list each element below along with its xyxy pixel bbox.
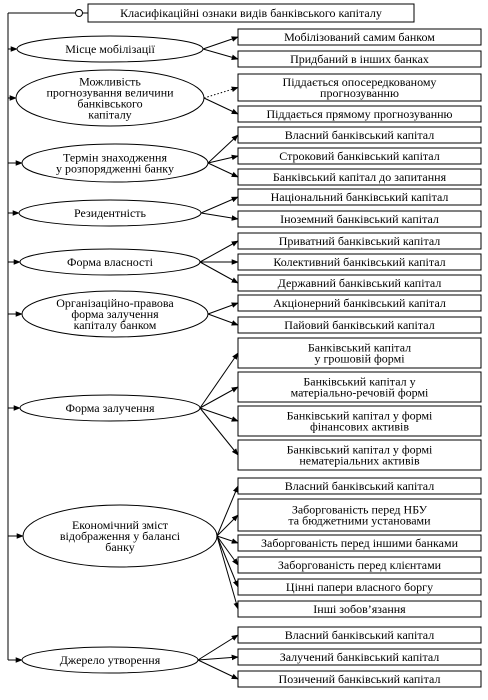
connector-item-4-2 — [201, 213, 238, 219]
item-label-9-1 — [285, 628, 434, 642]
connector-item-9-3 — [198, 660, 238, 679]
connector-item-8-2 — [217, 515, 238, 536]
criterion-label-3-line: Термін знаходження — [63, 150, 167, 165]
item-label-7-2-line: Банківський капітал у — [303, 374, 416, 389]
criterion-label-6-line: Організаційно-правова — [56, 296, 174, 310]
item-label-3-3-line: Банківський капітал до запитання — [272, 170, 447, 184]
connector-item-1-2 — [203, 49, 238, 59]
item-label-9-3 — [279, 672, 441, 686]
item-label-8-3 — [261, 536, 459, 550]
criterion-label-2-line: прогнозування величини — [46, 85, 174, 100]
connector-item-6-1 — [208, 303, 238, 314]
criterion-label-6-line: форма залучення — [71, 307, 159, 321]
item-label-1-2-line: Придбаний в інших банках — [290, 52, 429, 66]
item-label-8-6 — [313, 602, 406, 616]
item-label-9-3-line: Позичений банківський капітал — [278, 672, 441, 686]
item-label-8-2-line: Заборгованість перед НБУ — [291, 502, 428, 517]
item-label-5-3 — [278, 276, 442, 290]
item-label-2-2-line: Піддається прямому прогнозуванню — [266, 107, 453, 121]
item-label-7-4-line: нематеріальних активів — [299, 453, 420, 468]
connector-item-7-2 — [200, 387, 238, 408]
criterion-label-1 — [65, 42, 155, 56]
diagram-title: Класифікаційні ознаки видів банківського капіталу — [120, 6, 382, 20]
connector-item-9-1 — [198, 635, 238, 660]
connector-item-5-3 — [200, 262, 238, 283]
criterion-label-4 — [74, 206, 147, 220]
item-label-3-1-line: Власний банківський капітал — [284, 128, 435, 142]
criterion-label-2-line: капіталу — [88, 107, 132, 122]
item-label-1-1 — [284, 30, 435, 44]
item-label-6-1 — [273, 296, 446, 310]
connector-item-2-2 — [204, 98, 238, 114]
item-label-6-1-line: Акціонерний банківський капітал — [273, 296, 446, 310]
item-label-6-2-line: Пайовий банківський капітал — [284, 318, 435, 332]
criterion-label-6-line: капіталу банком — [73, 318, 157, 332]
criterion-label-4-line: Резидентність — [73, 206, 147, 220]
criterion-label-8-line: банку — [105, 540, 135, 554]
item-label-9-2 — [280, 650, 440, 664]
item-label-7-2-line: матеріально-речовій формі — [290, 385, 429, 400]
item-label-2-1-line: прогнозуванню — [320, 86, 399, 100]
item-label-4-2-line: Іноземний банківський капітал — [280, 212, 439, 226]
connector-item-6-2 — [208, 314, 238, 325]
criterion-label-9-line: Джерело утворення — [59, 653, 161, 667]
criterion-label-8-line: відображення у балансі — [59, 529, 181, 543]
connector-item-3-1 — [208, 135, 238, 163]
item-label-5-1-line: Приватний банківський капітал — [278, 234, 441, 248]
item-label-8-3-line: Заборгованість перед іншими банками — [261, 536, 458, 550]
criterion-label-3-line: у розпорядженні банку — [56, 161, 174, 176]
item-label-7-3-line: Банківський капітал у формі — [286, 408, 433, 423]
criterion-label-7-line: Форма залучення — [65, 401, 155, 415]
item-label-7-4-line: Банківський капітал у формі — [286, 442, 433, 457]
connector-item-9-2 — [198, 657, 238, 660]
item-label-7-1-line: у грошовій формі — [314, 351, 405, 366]
criterion-label-7 — [65, 401, 155, 415]
item-label-5-1 — [279, 234, 441, 248]
criterion-label-2-line: банківського — [77, 96, 143, 111]
criterion-label-5 — [67, 255, 154, 269]
item-label-3-1 — [285, 128, 434, 142]
connector-item-5-1 — [200, 241, 238, 262]
item-label-7-1-line: Банківський капітал — [307, 340, 412, 355]
connector-item-1-1 — [203, 37, 238, 49]
item-label-4-1 — [271, 190, 449, 204]
connector-item-7-1 — [200, 353, 238, 408]
item-label-4-2 — [280, 212, 439, 226]
item-label-3-2-line: Строковий банківський капітал — [279, 149, 440, 163]
item-label-5-3-line: Державний банківський капітал — [277, 276, 442, 290]
criterion-label-3 — [56, 151, 174, 176]
connector-item-8-1 — [217, 486, 238, 536]
item-label-3-3 — [273, 170, 447, 184]
criterion-label-1-line: Місце мобілізації — [65, 42, 155, 56]
item-label-9-1-line: Власний банківський капітал — [284, 628, 435, 642]
connector-item-2-1 — [204, 88, 238, 99]
item-label-5-2 — [273, 255, 445, 269]
criterion-label-9 — [60, 653, 161, 667]
connector-item-3-2 — [208, 156, 238, 163]
item-label-2-2 — [266, 107, 452, 121]
item-label-1-2 — [290, 52, 429, 66]
item-label-8-5-line: Цінні папери власного боргу — [285, 580, 434, 594]
item-label-6-2 — [284, 318, 434, 332]
item-label-9-2-line: Залучений банківський капітал — [279, 650, 440, 664]
item-label-7-2 — [291, 375, 429, 400]
item-label-8-5 — [286, 580, 433, 594]
item-label-2-1-line: Піддається опосередкованому — [282, 75, 437, 89]
criterion-label-5-line: Форма власності — [67, 255, 153, 269]
criterion-label-8-line: Економічний зміст — [71, 518, 169, 532]
item-label-3-2 — [279, 149, 439, 163]
connector-item-4-1 — [201, 197, 238, 213]
item-label-8-1 — [285, 479, 434, 493]
item-label-4-1-line: Національний банківський капітал — [270, 190, 449, 204]
connector-item-7-4 — [200, 408, 238, 455]
title-node-icon — [76, 10, 83, 17]
criterion-label-2-line: Можливість — [79, 74, 141, 89]
item-label-8-6-line: Інші зобов’язання — [313, 602, 406, 616]
item-label-8-4 — [278, 558, 442, 572]
connector-item-8-6 — [217, 536, 238, 609]
item-label-7-4 — [287, 443, 433, 468]
item-label-8-4-line: Заборгованість перед клієнтами — [277, 558, 442, 572]
item-label-8-2 — [288, 503, 431, 528]
item-label-7-3-line: фінансових активів — [309, 419, 410, 434]
connector-item-3-3 — [208, 163, 238, 177]
item-label-8-1-line: Власний банківський капітал — [284, 479, 435, 493]
item-label-1-1-line: Мобілізований самим банком — [284, 30, 435, 44]
item-label-7-1 — [308, 341, 411, 366]
item-label-5-2-line: Колективний банківський капітал — [273, 255, 446, 269]
item-label-8-2-line: та бюджетними установами — [288, 513, 431, 528]
